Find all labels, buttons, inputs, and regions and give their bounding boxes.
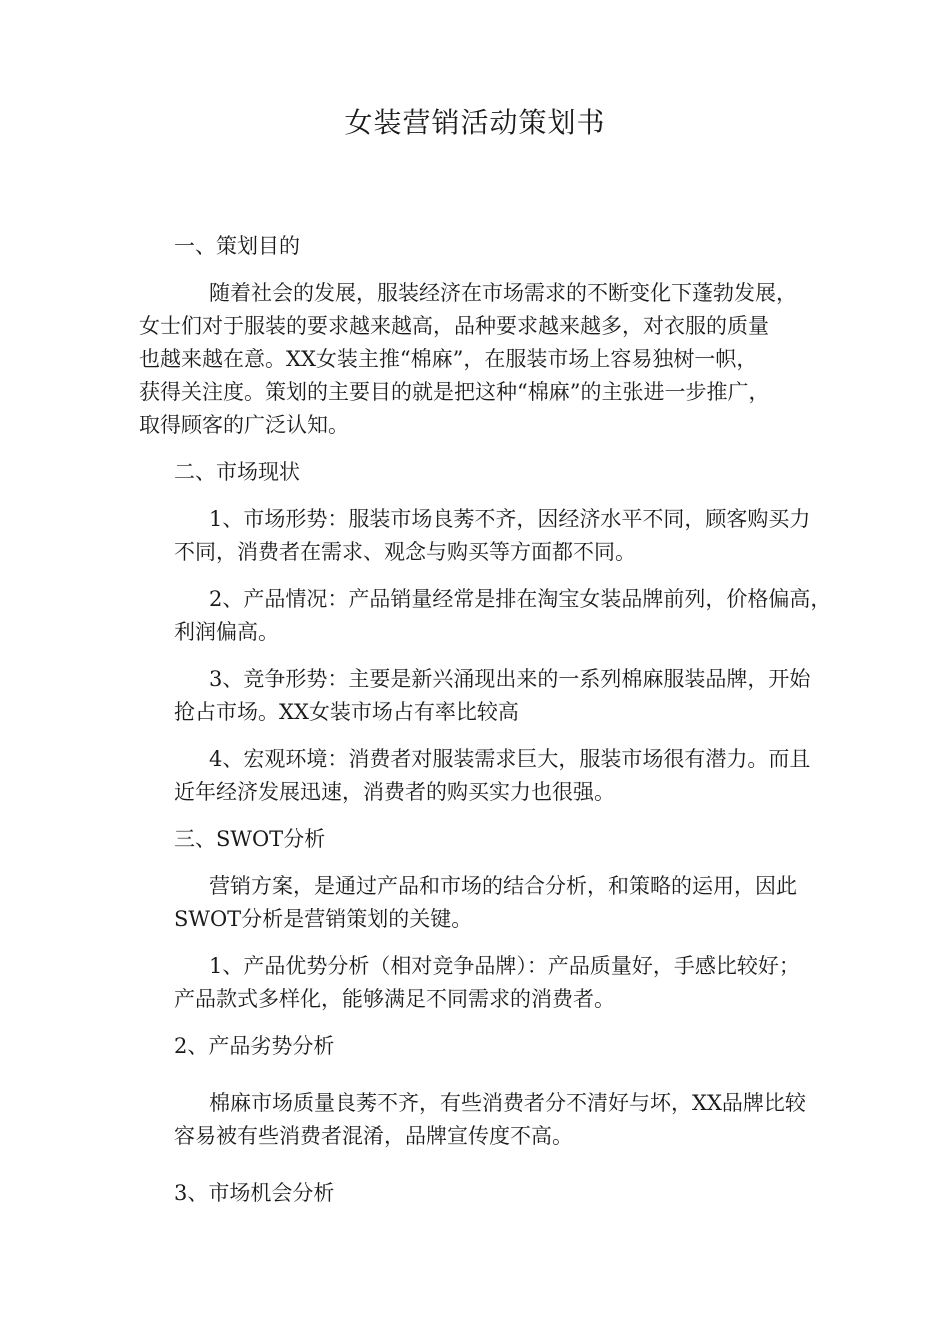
paragraph xyxy=(139,870,829,936)
section-heading: 一、策划目的 xyxy=(174,234,300,258)
paragraph-line: 随着社会的发展，服装经济在市场需求的不断变化下蓬勃发展， xyxy=(209,281,797,305)
paragraph-line: 女士们对于服装的要求越来越高，品种要求越来越多，对衣服的质量 xyxy=(139,314,769,338)
paragraph xyxy=(139,1087,829,1153)
paragraph-line: 营销方案，是通过产品和市场的结合分析，和策略的运用，因此 xyxy=(209,874,797,898)
paragraph-line: 棉麻市场质量良莠不齐，有些消费者分不清好与坏，XX品牌比较 xyxy=(209,1091,806,1115)
paragraph xyxy=(139,743,829,809)
section-heading: 二、市场现状 xyxy=(174,460,300,484)
paragraph xyxy=(139,277,829,442)
paragraph-line: 2、产品情况：产品销量经常是排在淘宝女装品牌前列，价格偏高， xyxy=(209,587,832,611)
paragraph-line: SWOT分析是营销策划的关键。 xyxy=(174,907,473,931)
paragraph-line: 不同，消费者在需求、观念与购买等方面都不同。 xyxy=(174,540,636,564)
subsection-heading: 2、产品劣势分析 xyxy=(174,1034,335,1058)
paragraph xyxy=(139,503,829,569)
document-title: 女装营销活动策划书 xyxy=(344,106,606,139)
paragraph-line: 3、竞争形势：主要是新兴涌现出来的一系列棉麻服装品牌，开始 xyxy=(209,667,811,691)
paragraph-line: 1、产品优势分析（相对竞争品牌）：产品质量好，手感比较好； xyxy=(209,954,800,978)
section-heading: 三、SWOT分析 xyxy=(174,827,326,851)
paragraph-line: 产品款式多样化，能够满足不同需求的消费者。 xyxy=(174,987,615,1011)
paragraph-line: 1、市场形势：服装市场良莠不齐，因经济水平不同，顾客购买力 xyxy=(209,507,811,531)
paragraph-line: 获得关注度。策划的主要目的就是把这种“棉麻”的主张进一步推广， xyxy=(139,380,770,404)
paragraph-line: 也越来越在意。XX女装主推“棉麻”，在服装市场上容易独树一帜， xyxy=(139,347,758,371)
paragraph-line: 容易被有些消费者混淆，品牌宣传度不高。 xyxy=(174,1124,573,1148)
document-body xyxy=(139,230,832,1210)
paragraph xyxy=(139,663,829,729)
paragraph-line: 近年经济发展迅速，消费者的购买实力也很强。 xyxy=(174,780,615,804)
paragraph-line: 利润偏高。 xyxy=(174,620,279,644)
paragraph-line: 取得顾客的广泛认知。 xyxy=(139,413,349,437)
paragraph xyxy=(139,950,829,1016)
paragraph-line: 4、宏观环境：消费者对服装需求巨大，服装市场很有潜力。而且 xyxy=(209,747,811,771)
subsection-heading: 3、市场机会分析 xyxy=(174,1181,335,1205)
paragraph xyxy=(139,583,832,649)
paragraph-line: 抢占市场。XX女装市场占有率比较高 xyxy=(174,700,519,724)
